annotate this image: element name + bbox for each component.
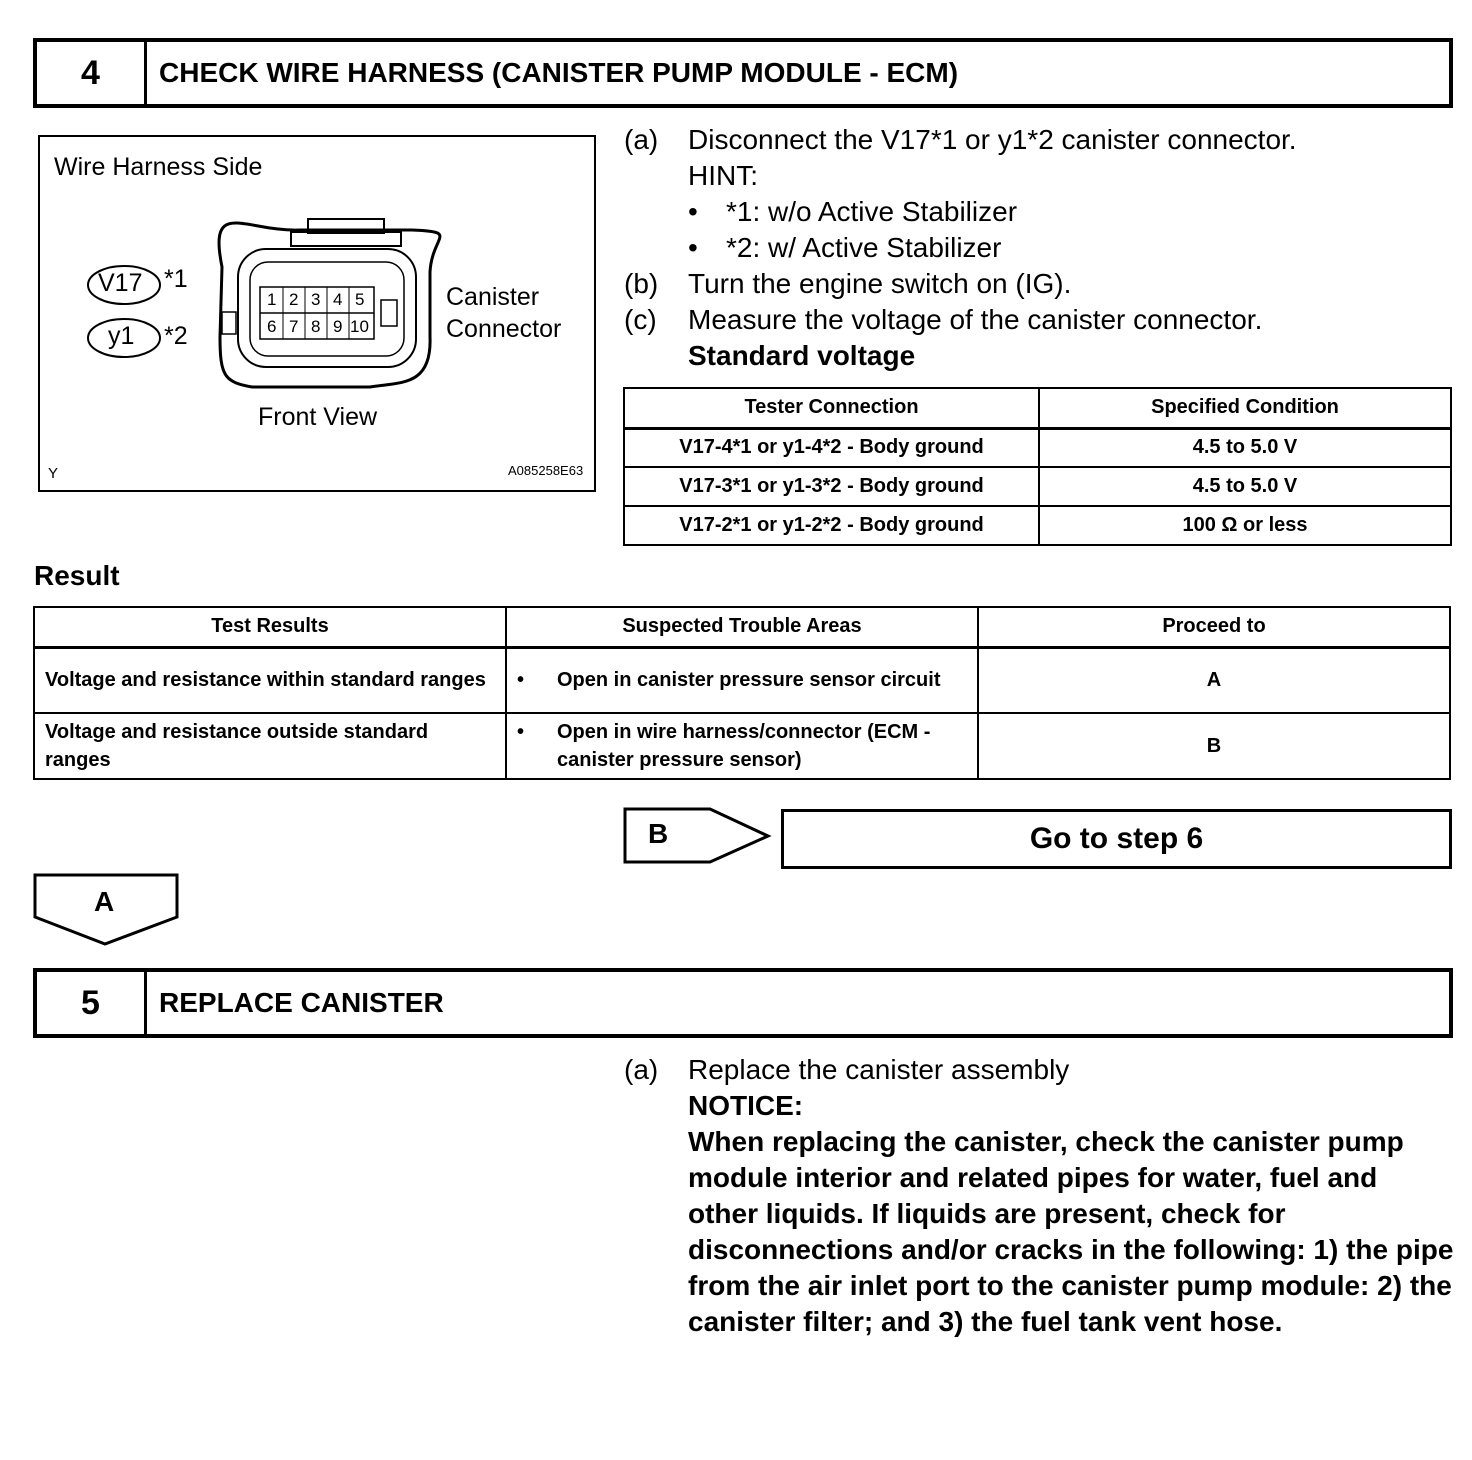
- pin-number: 5: [355, 290, 365, 309]
- pin-number: 8: [311, 317, 321, 336]
- notice-label: NOTICE:: [688, 1090, 804, 1121]
- connector-key: [381, 300, 397, 326]
- notice-text: When replacing the canister, check the canister pump module interior and related pipes for water, fuel and other liquids. If liquids are present, check for disconnections and/or cracks in the following: 1) the pipe from the air inlet port to the canister pump module: 2) the canister filter; and 3) the fuel tank vent hose.: [688, 1126, 1454, 1337]
- table-cell: 4.5 to 5.0 V: [1039, 428, 1451, 467]
- pin-number: 7: [289, 317, 299, 336]
- pin-number: 9: [333, 317, 343, 336]
- result-title: Result: [34, 560, 120, 591]
- connector-latch: [291, 232, 401, 246]
- column-header: Proceed to: [978, 607, 1450, 647]
- proceed-cell: A: [978, 647, 1450, 713]
- result-table: [33, 606, 1451, 780]
- pin-number: 10: [350, 317, 369, 336]
- pin-number: 6: [267, 317, 277, 336]
- proceed-cell: B: [978, 713, 1450, 779]
- column-header: Test Results: [34, 607, 506, 647]
- table-cell: 4.5 to 5.0 V: [1039, 467, 1451, 506]
- table-cell: V17-3*1 or y1-3*2 - Body ground: [624, 467, 1039, 506]
- trouble-area-cell: • Open in wire harness/connector (ECM - canister pressure sensor): [506, 713, 978, 779]
- branch-b-label: B: [648, 818, 669, 849]
- step-4-header: [33, 38, 1453, 108]
- go-to-step-button[interactable]: Go to step 6: [781, 809, 1452, 869]
- diagram-corner-label: Y: [48, 465, 59, 482]
- connector-code-note: *1: [164, 265, 188, 293]
- table-row: [624, 506, 1451, 545]
- branch-b-arrow: [622, 806, 774, 866]
- table-cell: 100 Ω or less: [1039, 506, 1451, 545]
- connector-label: Canister: [446, 283, 540, 311]
- connector-label: Connector: [446, 315, 562, 343]
- pin-number: 2: [289, 290, 299, 309]
- column-header: Tester Connection: [624, 388, 1039, 428]
- instruction-c: (c) Measure the voltage of the canister connector. Standard voltage: [624, 302, 1444, 374]
- pin-number: 3: [311, 290, 321, 309]
- step-5-header: [33, 968, 1453, 1038]
- table-header-row: [624, 388, 1451, 428]
- column-header: Suspected Trouble Areas: [506, 607, 978, 647]
- connector-diagram: [38, 135, 596, 492]
- connector-code: V17: [98, 269, 143, 297]
- view-label: Front View: [258, 403, 378, 431]
- test-result-cell: Voltage and resistance outside standard ranges: [34, 713, 506, 779]
- step-title: REPLACE CANISTER: [159, 987, 444, 1018]
- step-4-instructions: [624, 122, 1444, 374]
- table-cell: V17-2*1 or y1-2*2 - Body ground: [624, 506, 1039, 545]
- hint-label: HINT:: [688, 160, 758, 191]
- hint-item: • *1: w/o Active Stabilizer: [688, 196, 1018, 227]
- standard-voltage-table: [623, 387, 1452, 546]
- table-row: [34, 713, 1450, 779]
- connector-code-note: *2: [164, 322, 188, 350]
- pin-number: 1: [267, 290, 277, 309]
- trouble-area-cell: • Open in canister pressure sensor circuit: [506, 647, 978, 713]
- column-header: Specified Condition: [1039, 388, 1451, 428]
- table-row: [624, 467, 1451, 506]
- test-result-cell: Voltage and resistance within standard ranges: [34, 647, 506, 713]
- step-number: 4: [37, 42, 147, 104]
- connector-rib-left: [222, 312, 236, 334]
- standard-voltage-label: Standard voltage: [688, 340, 916, 371]
- branch-a-label: A: [94, 886, 115, 917]
- pin-number: 4: [333, 290, 343, 309]
- connector-code: y1: [108, 322, 135, 350]
- diagram-heading: Wire Harness Side: [54, 153, 263, 181]
- step-title: CHECK WIRE HARNESS (CANISTER PUMP MODULE - ECM): [159, 57, 959, 88]
- table-row: [624, 428, 1451, 467]
- table-row: [34, 647, 1450, 713]
- figure-id: A085258E63: [508, 463, 584, 478]
- instruction-a: (a) Replace the canister assembly NOTICE: When replacing the canister, check the canister pump module interior and related pipes for water, fuel and other liquids. If liquids are present, check for disconnections and/or cracks in the following: 1) the pipe from the air inlet port to the canister pump module: 2) the canister filter; and 3) the fuel tank vent hose.: [624, 1052, 1454, 1340]
- instruction-b: (b) Turn the engine switch on (IG).: [624, 268, 1072, 299]
- table-cell: V17-4*1 or y1-4*2 - Body ground: [624, 428, 1039, 467]
- step-number: 5: [37, 972, 147, 1034]
- table-header-row: [34, 607, 1450, 647]
- instruction-a: (a) Disconnect the V17*1 or y1*2 canister connector.: [624, 124, 1297, 155]
- step-5-instructions: [624, 1052, 1454, 1340]
- hint-item: • *2: w/ Active Stabilizer: [688, 232, 1002, 263]
